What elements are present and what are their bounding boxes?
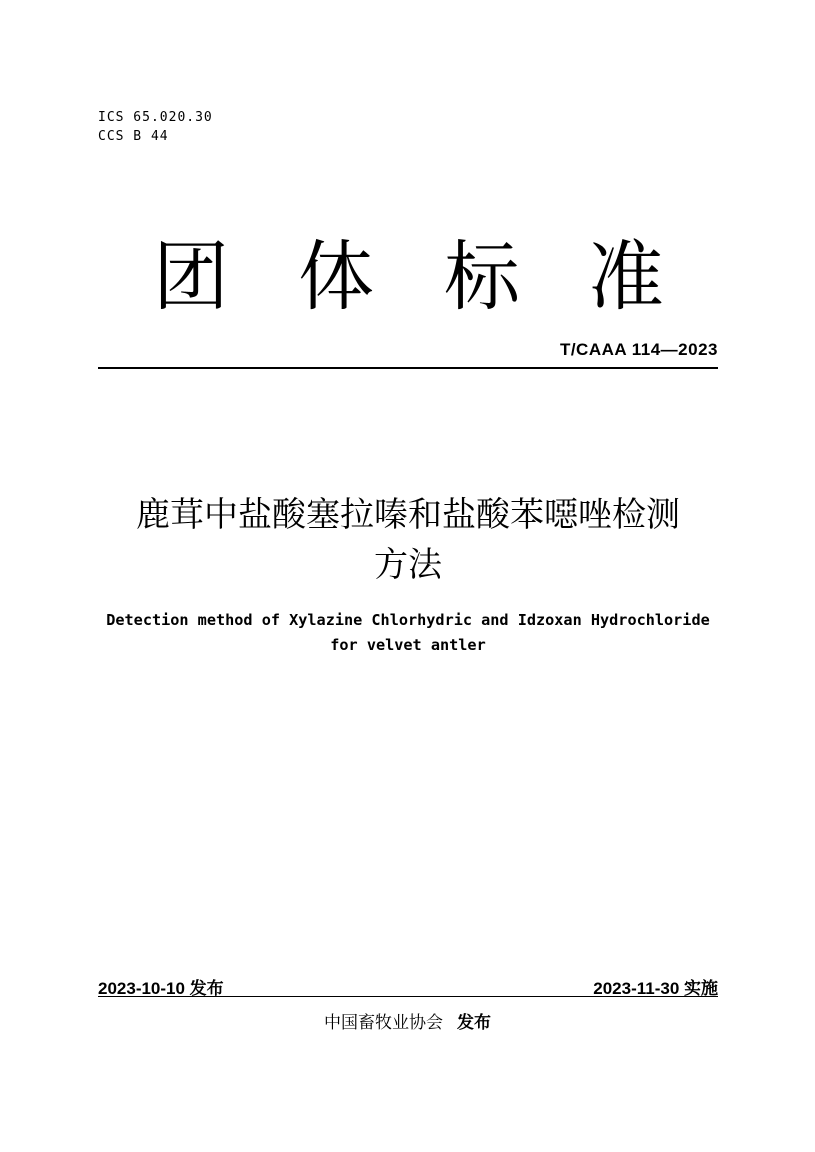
heading-char-1: 团 xyxy=(153,232,229,321)
standard-number: T/CAAA 114—2023 xyxy=(559,340,718,359)
publisher-line xyxy=(0,1010,815,1036)
issue-date: 2023-10-10 发布 xyxy=(98,979,224,998)
english-title xyxy=(90,608,726,658)
ccs-code: CCS B 44 xyxy=(98,129,169,144)
classification-codes xyxy=(98,108,213,146)
heading-char-4: 准 xyxy=(588,232,664,321)
chinese-title-line-1: 鹿茸中盐酸塞拉嗪和盐酸苯噁唑检测 xyxy=(136,495,680,535)
header-divider xyxy=(98,367,718,369)
publisher-organization: 中国畜牧业协会 xyxy=(324,1013,443,1033)
chinese-title xyxy=(98,490,718,590)
publisher-action: 发布 xyxy=(457,1013,491,1033)
implementation-date: 2023-11-30 实施 xyxy=(593,979,718,998)
ics-code: ICS 65.020.30 xyxy=(98,110,213,125)
heading-char-2: 体 xyxy=(298,232,374,321)
standard-type-heading xyxy=(98,232,718,322)
english-title-line-2: for velvet antler xyxy=(330,636,486,654)
footer-divider xyxy=(98,996,718,997)
chinese-title-line-2: 方法 xyxy=(374,545,442,585)
english-title-line-1: Detection method of Xylazine Chlorhydric and Idzoxan Hydrochloride xyxy=(106,611,710,629)
heading-char-3: 标 xyxy=(444,232,520,321)
